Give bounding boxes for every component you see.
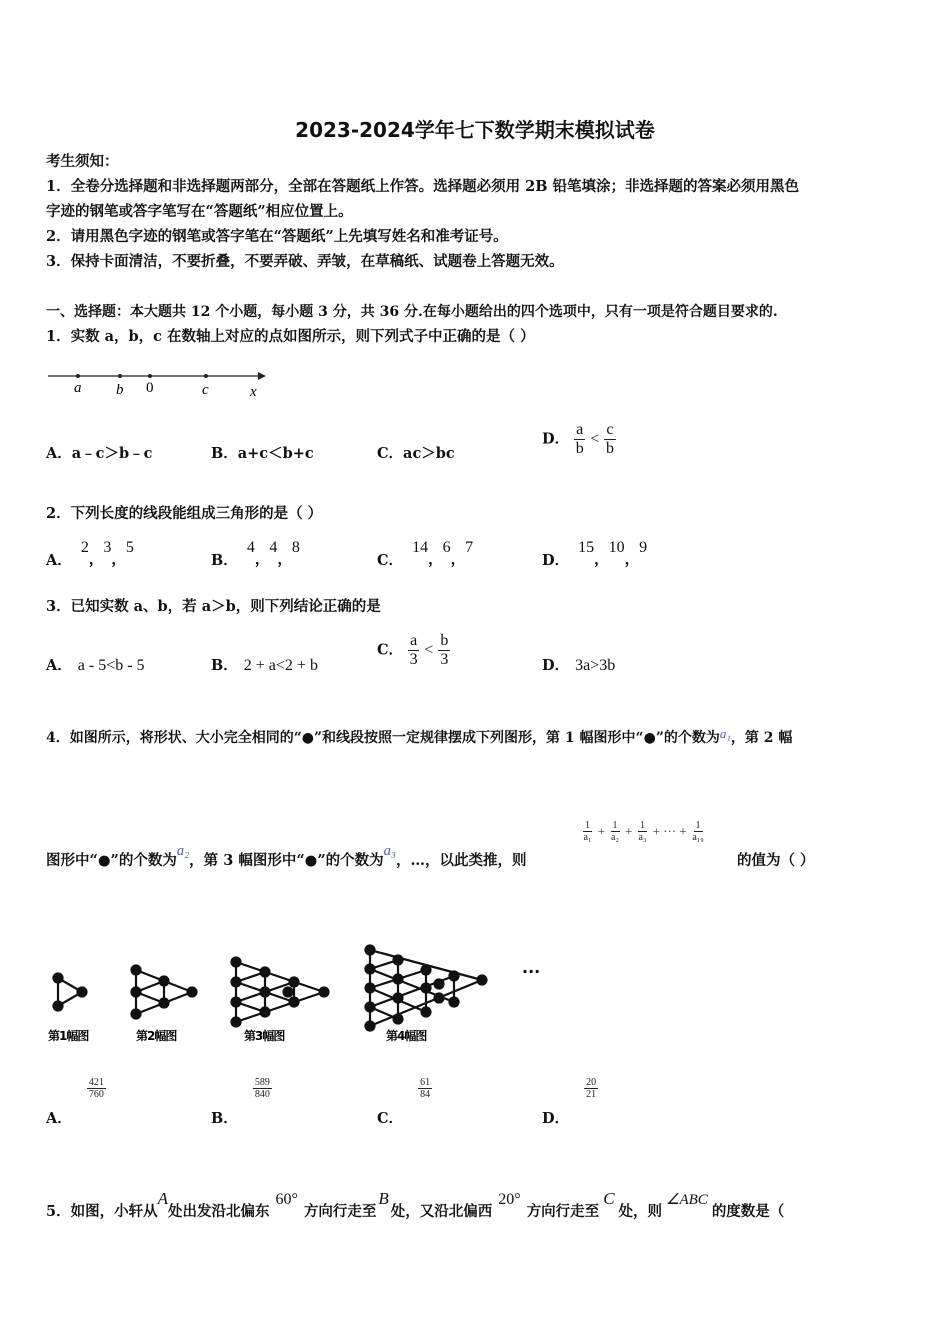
q3-option-a[interactable]: A． a - 5<b - 5 — [46, 657, 145, 674]
q4-stem-line2: 图形中“●”的个数为a₂，第 3 幅图形中“●”的个数为a₃，…，以此类推，则 — [46, 843, 527, 869]
notice-heading: 考生须知： — [46, 153, 119, 170]
q2-stem: 2．下列长度的线段能组成三角形的是（ ） — [46, 505, 323, 522]
figure-more: ··· — [522, 962, 541, 981]
notice-line-3: 3．保持卡面清洁，不要折叠，不要弄破、弄皱，在草稿纸、试题卷上答题无效。 — [46, 253, 564, 270]
q1-option-a[interactable]: A．a﹣c＞b﹣c — [46, 445, 153, 462]
q3-stem: 3．已知实数 a、b，若 a＞b，则下列结论正确的是 — [46, 598, 381, 615]
axis-label-a: a — [74, 380, 82, 396]
q1-option-c[interactable]: C．ac＞bc — [377, 445, 455, 462]
figure-3-pattern — [232, 958, 329, 1027]
q4-stem-end: 的值为（ ） — [737, 852, 815, 869]
q4-stem-line1: 4．如图所示，将形状、大小完全相同的“●”和线段按照一定规律摆成下列图形，第 1 幅图形中“●”的个数为a₁，第 2 幅 — [46, 726, 793, 746]
q3-option-c[interactable]: C． $\frac{a}{3}$ < $\frac{b}{3}$ — [377, 632, 449, 668]
number-line-figure — [46, 366, 266, 400]
point-c — [204, 374, 208, 378]
axis-label-0: 0 — [146, 380, 154, 396]
figure-3-label: 第3幅图 — [244, 1029, 285, 1043]
figure-4-pattern — [366, 946, 487, 1031]
q1-option-d[interactable]: D． $\frac{a}{b}$ < $\frac{c}{b}$ — [542, 421, 614, 457]
q4-option-d[interactable]: D． $\frac{20}{21}$ — [542, 1077, 597, 1127]
q3-option-d[interactable]: D． 3a>3b — [542, 657, 616, 674]
figure-1-label: 第1幅图 — [48, 1029, 89, 1043]
axis-label-x: x — [250, 384, 257, 400]
notice-line-2: 2．请用黑色字迹的钢笔或答字笔在“答题纸”上先填写姓名和准考证号。 — [46, 228, 508, 245]
arrow-icon — [258, 372, 266, 380]
triangle-pattern-figure — [44, 940, 564, 1050]
q2-option-a[interactable]: A． 2，3，5 — [46, 539, 134, 569]
figure-4-label: 第4幅图 — [386, 1029, 427, 1043]
q4-sum-expression: $\frac{1}{\text{a₁}}$ + $\frac{1}{\text{a₂}}$ + $\frac{1}{\text{a₃}}$ + ··· + $\frac{1}{\text{a₁₉}}$ — [583, 820, 704, 843]
notice-line-1b: 字迹的钢笔或答字笔写在“答题纸”相应位置上。 — [46, 203, 353, 220]
q2-option-c[interactable]: C． 14，6，7 — [377, 539, 474, 569]
q4-option-b[interactable]: B． $\frac{589}{840}$ — [211, 1077, 270, 1127]
q1-stem: 1．实数 a，b，c 在数轴上对应的点如图所示，则下列式子中正确的是（ ） — [46, 328, 535, 345]
q4-option-c[interactable]: C． $\frac{61}{84}$ — [377, 1077, 431, 1127]
point-a — [76, 374, 80, 378]
figure-2-label: 第2幅图 — [136, 1029, 177, 1043]
q2-option-d[interactable]: D． 15，10，9 — [542, 539, 648, 569]
q4-option-a[interactable]: A． $\frac{421}{760}$ — [46, 1077, 104, 1127]
axis-label-b: b — [116, 382, 124, 398]
figure-2-pattern — [132, 966, 197, 1019]
q5-stem: 5．如图，小轩从A处出发沿北偏东60°方向行走至B处，又沿北偏西20°方向行走至C处，则∠ABC的度数是（ — [46, 1189, 785, 1220]
notice-line-1a: 1．全卷分选择题和非选择题两部分，全部在答题纸上作答。选择题必须用 2B 铅笔填涂；非选择题的答案必须用黑色 — [46, 178, 800, 195]
q3-option-b[interactable]: B． 2 + a<2 + b — [211, 657, 318, 674]
figure-1-pattern — [54, 974, 87, 1011]
page-title: 2023-2024学年七下数学期末模拟试卷 — [295, 118, 655, 142]
axis-label-c: c — [202, 382, 209, 398]
section-heading: 一、选择题：本大题共 12 个小题，每小题 3 分，共 36 分.在每小题给出的四个选项中，只有一项是符合题目要求的. — [46, 304, 778, 320]
q1-option-b[interactable]: B．a+c＜b+c — [211, 445, 314, 462]
q2-option-b[interactable]: B． 4，4，8 — [211, 539, 300, 569]
point-b — [118, 374, 122, 378]
point-0 — [148, 374, 152, 378]
